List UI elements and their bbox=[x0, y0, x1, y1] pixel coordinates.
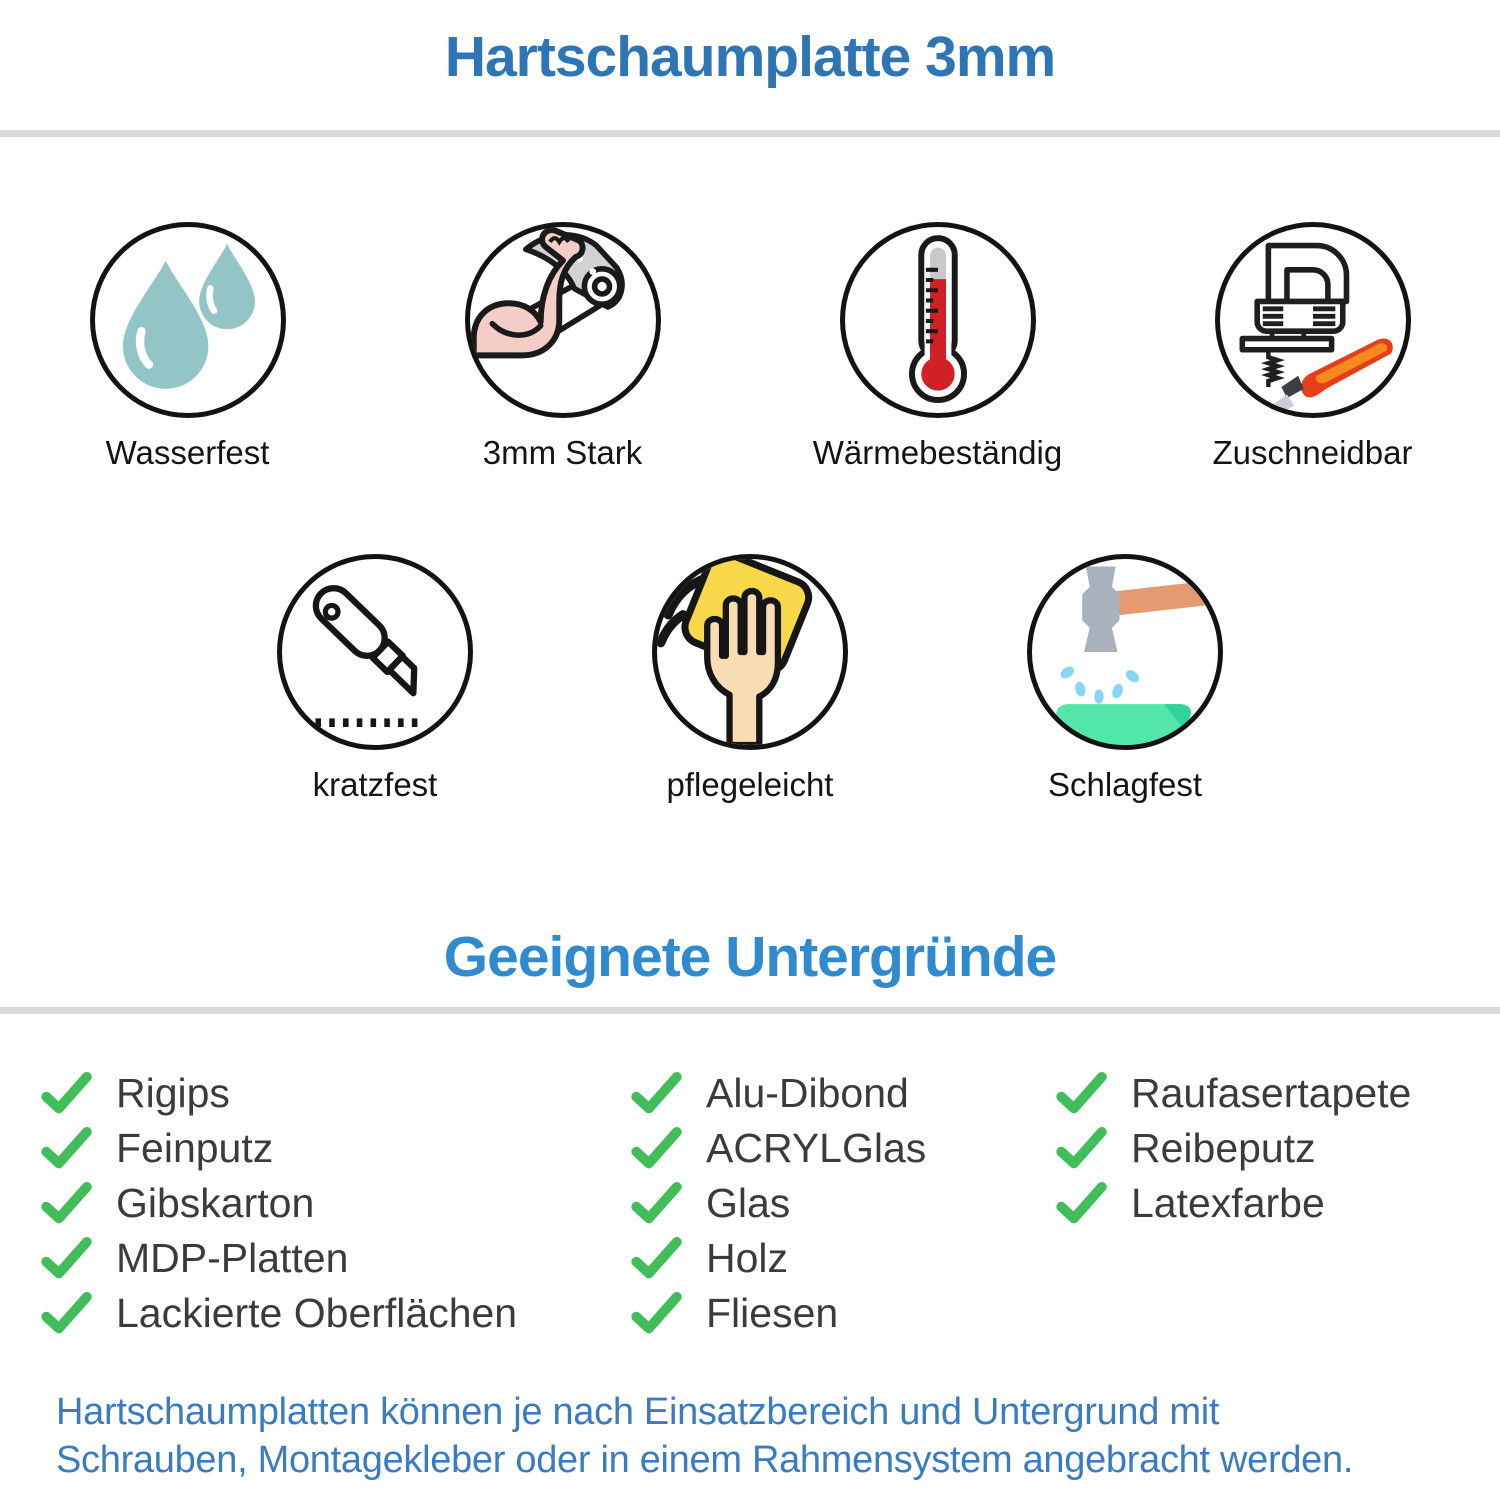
jigsaw-and-cutter-icon bbox=[1220, 227, 1406, 413]
checkmark-icon bbox=[40, 1232, 94, 1286]
thermometer-icon bbox=[845, 227, 1031, 413]
list-item bbox=[40, 1286, 630, 1341]
icon-circle bbox=[652, 554, 848, 750]
feature-3mm-strong bbox=[375, 222, 750, 472]
water-drops-icon bbox=[95, 227, 281, 413]
substrate-label: Glas bbox=[706, 1180, 791, 1226]
feature-easy-care bbox=[563, 554, 938, 804]
checkmark-icon bbox=[40, 1287, 94, 1341]
list-item bbox=[1055, 1066, 1495, 1121]
substrate-column-3 bbox=[1055, 1066, 1495, 1341]
icon-circle bbox=[277, 554, 473, 750]
list-item bbox=[40, 1231, 630, 1286]
feature-label: Wärmebeständig bbox=[812, 434, 1063, 471]
substrate-label: Feinputz bbox=[116, 1125, 274, 1171]
icon-circle bbox=[90, 222, 286, 418]
substrate-label: Fliesen bbox=[706, 1290, 839, 1336]
list-item bbox=[1055, 1176, 1495, 1231]
checkmark-icon bbox=[1055, 1067, 1109, 1121]
feature-cuttable bbox=[1125, 222, 1500, 472]
list-item bbox=[40, 1066, 630, 1121]
list-item bbox=[1055, 1121, 1495, 1176]
substrate-label: Lackierte Oberflächen bbox=[116, 1290, 518, 1336]
substrate-label: Reibeputz bbox=[1131, 1125, 1316, 1171]
checkmark-icon bbox=[630, 1232, 684, 1286]
page-title: Hartschaumplatte 3mm bbox=[444, 25, 1056, 89]
mounting-note-line1: Hartschaumplatten können je nach Einsatzbereich und Untergrund mit bbox=[56, 1391, 1220, 1433]
icon-circle bbox=[840, 222, 1036, 418]
checkmark-icon bbox=[1055, 1177, 1109, 1231]
feature-label: Wasserfest bbox=[105, 434, 270, 471]
muscle-arm-roll-icon bbox=[470, 227, 656, 413]
utility-knife-icon bbox=[282, 559, 468, 745]
substrate-label: ACRYLGlas bbox=[706, 1125, 927, 1171]
substrate-checklist bbox=[40, 1066, 1495, 1341]
checkmark-icon bbox=[630, 1122, 684, 1176]
list-item bbox=[630, 1231, 1055, 1286]
substrate-label: Holz bbox=[706, 1235, 789, 1281]
mounting-note bbox=[56, 1388, 1353, 1484]
list-item bbox=[630, 1176, 1055, 1231]
feature-label: 3mm Stark bbox=[482, 434, 643, 471]
feature-impact-resistant bbox=[938, 554, 1313, 804]
list-item bbox=[630, 1066, 1055, 1121]
substrate-label: Alu-Dibond bbox=[706, 1070, 909, 1116]
hand-wiping-cloth-icon bbox=[657, 559, 843, 745]
divider-top bbox=[0, 130, 1500, 137]
feature-heat-resistant bbox=[750, 222, 1125, 472]
substrate-label: Raufasertapete bbox=[1131, 1070, 1412, 1116]
list-item bbox=[630, 1121, 1055, 1176]
checkmark-icon bbox=[1055, 1122, 1109, 1176]
feature-label: kratzfest bbox=[312, 766, 438, 803]
checkmark-icon bbox=[630, 1067, 684, 1121]
checkmark-icon bbox=[40, 1177, 94, 1231]
icon-circle bbox=[1027, 554, 1223, 750]
feature-label: pflegeleicht bbox=[666, 766, 834, 803]
substrate-column-1 bbox=[40, 1066, 630, 1341]
feature-waterproof bbox=[0, 222, 375, 472]
feature-scratch-resistant bbox=[188, 554, 563, 804]
checkmark-icon bbox=[40, 1122, 94, 1176]
hammer-impact-icon bbox=[1032, 559, 1218, 745]
substrate-label: Latexfarbe bbox=[1131, 1180, 1325, 1226]
list-item bbox=[40, 1176, 630, 1231]
section-title-substrates: Geeignete Untergründe bbox=[443, 925, 1057, 989]
divider-middle bbox=[0, 1007, 1500, 1014]
substrate-label: MDP-Platten bbox=[116, 1235, 349, 1281]
checkmark-icon bbox=[40, 1067, 94, 1121]
feature-label: Schlagfest bbox=[1047, 766, 1203, 803]
substrate-label: Rigips bbox=[116, 1070, 230, 1116]
feature-row-1 bbox=[0, 222, 1500, 472]
substrate-label: Gibskarton bbox=[116, 1180, 315, 1226]
substrate-column-2 bbox=[630, 1066, 1055, 1341]
mounting-note-line2: Schrauben, Montagekleber oder in einem Rahmensystem angebracht werden. bbox=[56, 1439, 1354, 1481]
checkmark-icon bbox=[630, 1177, 684, 1231]
feature-row-2 bbox=[0, 554, 1500, 804]
checkmark-icon bbox=[630, 1287, 684, 1341]
icon-circle bbox=[1215, 222, 1411, 418]
icon-circle bbox=[465, 222, 661, 418]
list-item bbox=[40, 1121, 630, 1176]
list-item bbox=[630, 1286, 1055, 1341]
feature-label: Zuschneidbar bbox=[1212, 434, 1413, 471]
